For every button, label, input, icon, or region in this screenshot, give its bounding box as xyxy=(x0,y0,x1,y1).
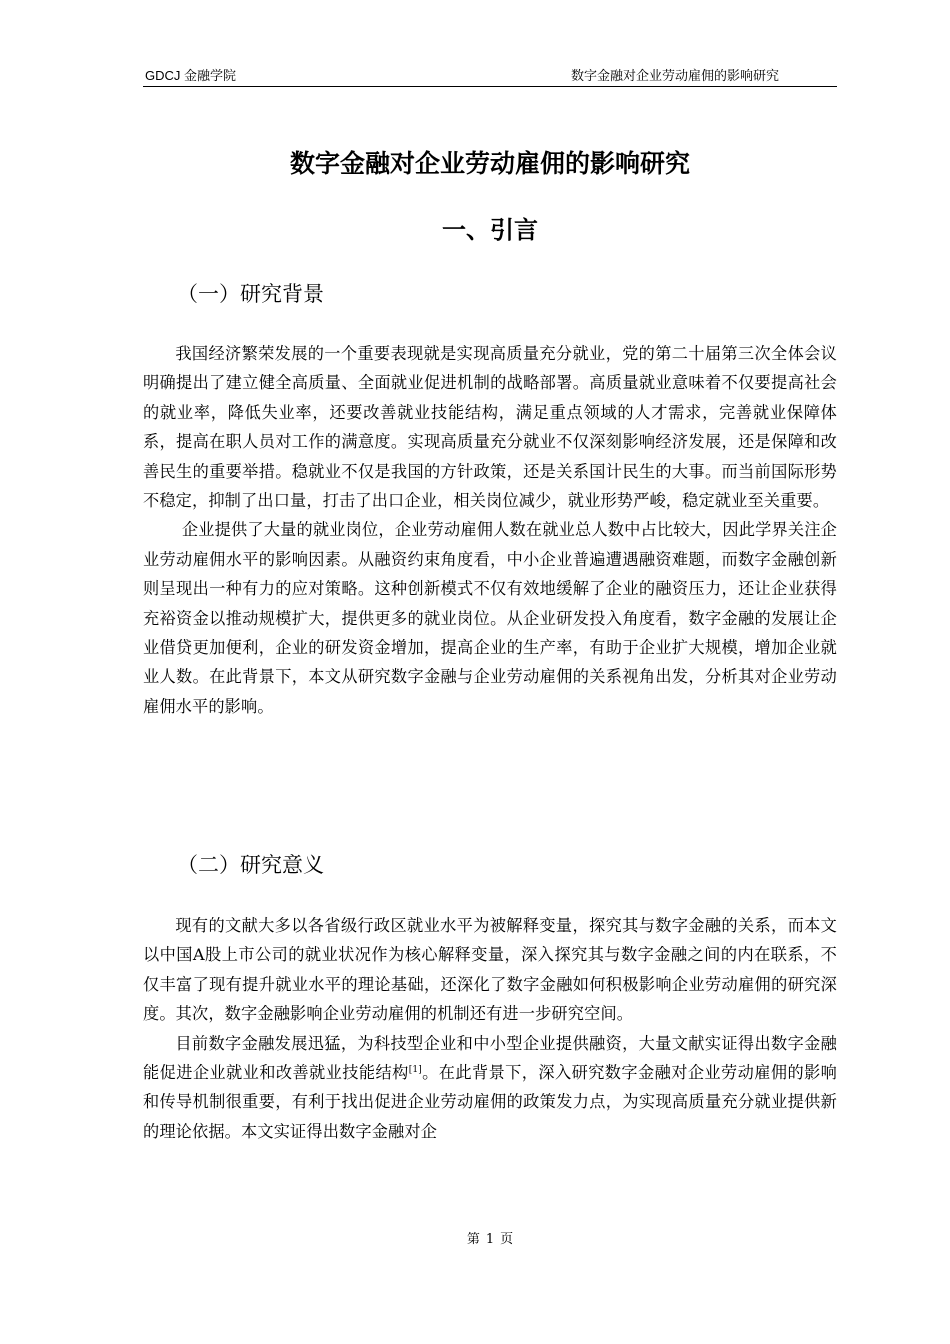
paragraph: 现有的文献大多以各省级行政区就业水平为被解释变量，探究其与数字金融的关系，而本文以中国A股上市公司的就业状况作为核心解释变量，深入探究其与数字金融之间的内在联系，不仅丰富了现有提升就业水平的理论基础，还深化了数字金融如何积极影响企业劳动雇佣的研究深度。其次，数字金融影响企业劳动雇佣的机制还有进一步研究空间。 xyxy=(143,916,837,1024)
paragraph: 企业提供了大量的就业岗位，企业劳动雇佣人数在就业总人数中占比较大，因此学界关注企业劳动雇佣水平的影响因素。从融资约束角度看，中小企业普遍遭遇融资难题，而数字金融创新则呈现出一种有力的应对策略。这种创新模式不仅有效地缓解了企业的融资压力，还让企业获得充裕资金以推动规模扩大，提供更多的就业岗位。从企业研发投入角度看，数字金融的发展让企业借贷更加便利，企业的研发资金增加，提高企业的生产率，有助于企业扩大规模，增加企业就业人数。在此背景下，本文从研究数字金融与企业劳动雇佣的关系视角出发，分析其对企业劳动雇佣水平的影响。 xyxy=(143,520,837,716)
paragraph-with-citation xyxy=(143,1029,837,1147)
section-heading-significance: （二）研究意义 xyxy=(177,853,324,877)
page-header xyxy=(143,66,837,87)
section-significance-body xyxy=(143,911,837,1146)
page-number: 1 xyxy=(485,1232,495,1247)
section-heading-background: （一）研究背景 xyxy=(177,282,324,306)
chapter-heading: 一、引言 xyxy=(442,216,538,244)
page-footer xyxy=(143,1230,837,1250)
footer-suffix: 页 xyxy=(500,1232,514,1247)
header-institution: GDCJ 金融学院 xyxy=(145,68,237,83)
paragraph-text: 。在此背景下，深入研究数字金融对企业劳动雇佣的影响和传导机制很重要，有利于找出促进企业劳动雇佣的政策发力点，为实现高质量充分就业提供新的理论依据。本文实证得出数字金融对企 xyxy=(143,1063,838,1141)
header-running-title: 数字金融对企业劳动雇佣的影响研究 xyxy=(570,68,779,83)
paragraph: 我国经济繁荣发展的一个重要表现就是实现高质量充分就业，党的第二十届第三次全体会议明确提出了建立健全高质量、全面就业促进机制的战略部署。高质量就业意味着不仅要提高社会的就业率，降低失业率，还要改善就业技能结构，满足重点领域的人才需求，完善就业保障体系，提高在职人员对工作的满意度。实现高质量充分就业不仅深刻影响经济发展，还是保障和改善民生的重要举措。稳就业不仅是我国的方针政策，还是关系国计民生的大事。而当前国际形势不稳定，抑制了出口量，打击了出口企业，相关岗位减少，就业形势严峻，稳定就业至关重要。 xyxy=(143,344,837,511)
paragraph-text: 目前数字金融发展迅猛，为科技型企业和中小型企业提供融资，大量文献实证得出数字金融能促进企业就业和改善就业技能结构 xyxy=(143,1033,837,1083)
section-background-body xyxy=(143,339,837,721)
footer-prefix: 第 xyxy=(466,1232,480,1247)
citation-reference[interactable]: [1] xyxy=(408,1065,422,1076)
paper-title: 数字金融对企业劳动雇佣的影响研究 xyxy=(289,149,690,178)
